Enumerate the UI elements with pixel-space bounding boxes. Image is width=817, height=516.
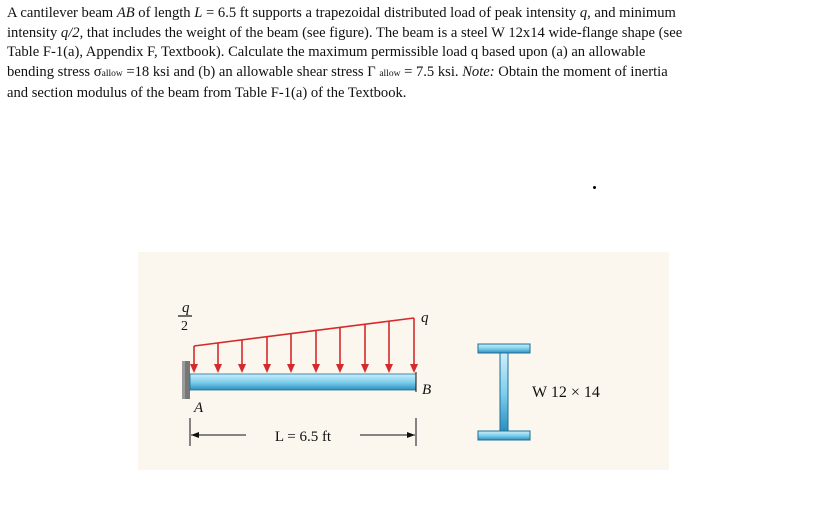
end-label-b: B	[422, 382, 432, 398]
load-arrow-head	[214, 364, 222, 373]
fixed-wall-highlight	[182, 361, 185, 399]
problem-line-1: A cantilever beam AB of length L = 6.5 ft supports a trapezoidal distributed load of peak intensity q, and minimum	[7, 5, 676, 21]
problem-line-5: and section modulus of the beam from Table F-1(a) of the Textbook.	[7, 85, 407, 102]
support-label-a: A	[194, 400, 204, 416]
problem-line-2: intensity q/2, that includes the weight of the beam (see figure). The beam is a steel W 12x14 wide-flange shape (see	[7, 24, 683, 41]
beam-diagram-svg	[138, 252, 669, 470]
load-arrow-head	[190, 364, 198, 373]
section-bottom-flange	[478, 431, 530, 440]
load-arrows	[190, 318, 418, 373]
q-half-numerator: q	[182, 300, 190, 316]
load-arrow-head	[312, 364, 320, 373]
load-top-line	[194, 318, 414, 346]
problem-line-4: bending stress σallow =18 ksi and (b) an allowable shear stress Γ allow = 7.5 ksi. Note: Obtain the moment of inertia	[7, 63, 668, 80]
load-arrow-head	[263, 364, 271, 373]
length-label: L = 6.5 ft	[274, 429, 332, 445]
section-label: W 12 × 14	[532, 384, 600, 401]
problem-statement	[7, 4, 807, 104]
load-arrow-head	[385, 364, 393, 373]
stray-dot	[593, 186, 596, 189]
problem-line-3: Table F-1(a), Appendix F, Textbook). Calculate the maximum permissible load q based upon (a) an allowable	[7, 44, 646, 61]
cantilever-beam	[190, 374, 416, 390]
load-arrow-head	[238, 364, 246, 373]
beam-figure	[138, 252, 669, 470]
q-half-denominator: 2	[181, 319, 188, 334]
q-label: q	[421, 310, 429, 326]
section-web	[500, 353, 508, 431]
load-arrow-head	[361, 364, 369, 373]
load-arrow-head	[287, 364, 295, 373]
load-arrow-head	[336, 364, 344, 373]
load-arrow-head	[410, 364, 418, 373]
wide-flange-section	[478, 344, 530, 440]
section-top-flange	[478, 344, 530, 353]
